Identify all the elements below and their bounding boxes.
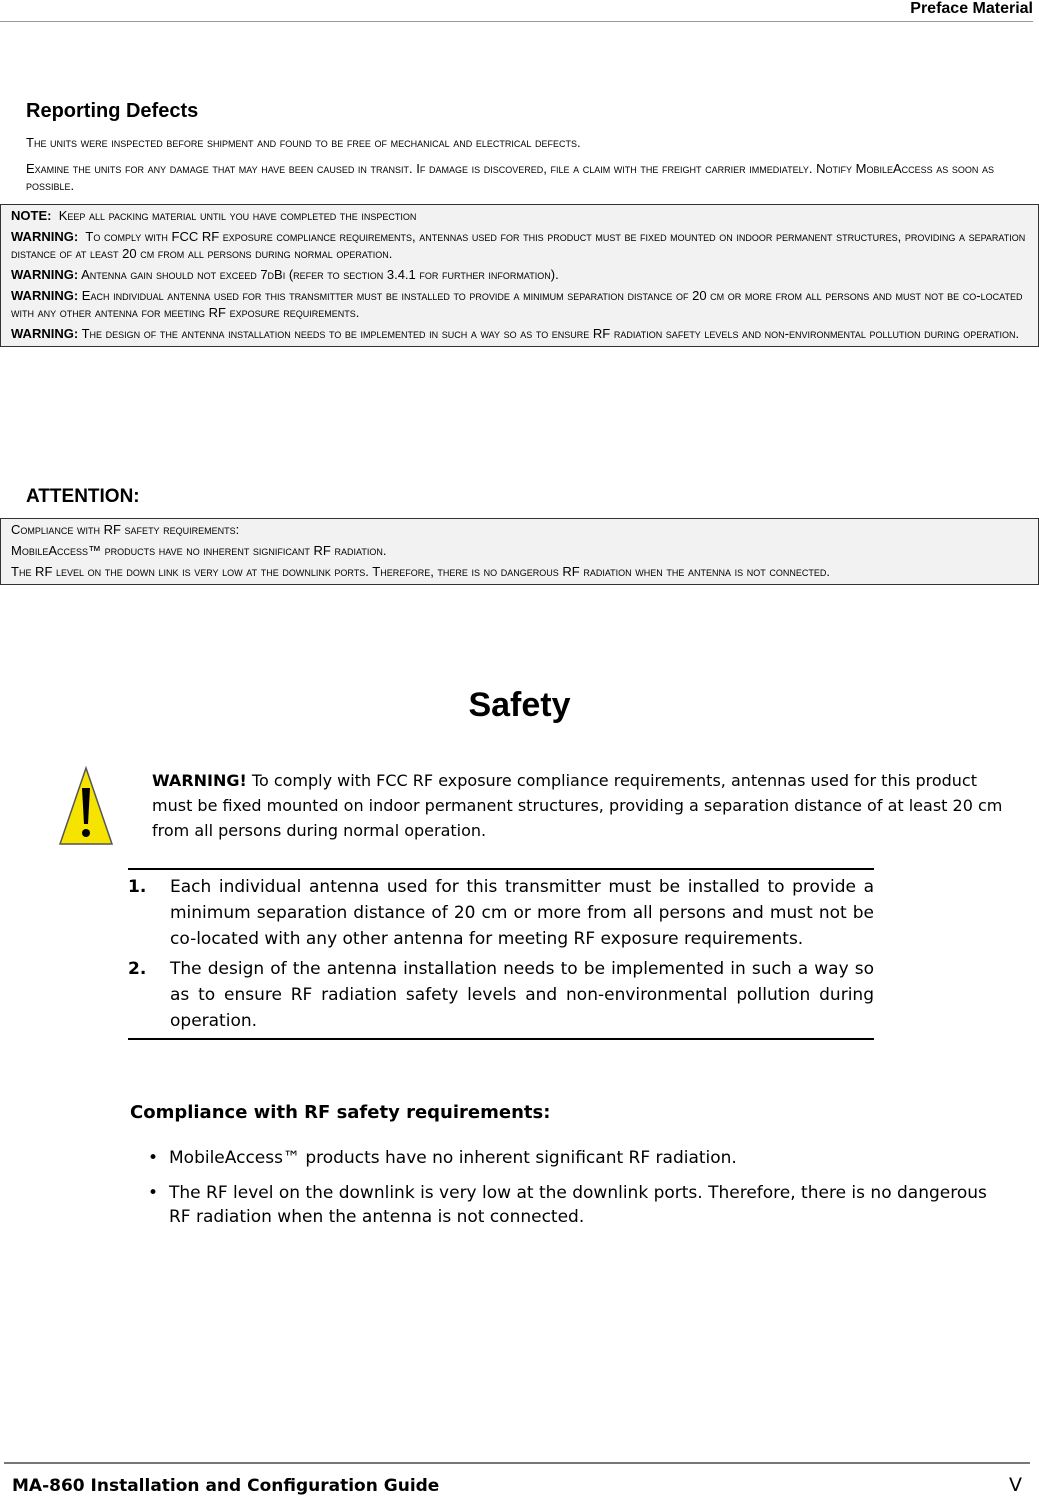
step-number: 1. [128,877,147,897]
page-header [0,0,1033,22]
reporting-line-1: The units were inspected before shipment and found to be free of mechanical and electrical defects. [26,135,581,150]
attention-title: ATTENTION: [26,486,140,507]
bullet-text: The RF level on the downlink is very low at the downlink ports. Therefore, there is no dangerous RF radiation when the antenna is not connected. [169,1183,987,1227]
step-number: 2. [128,959,147,979]
compliance-bullets [148,1146,1008,1240]
notice-box [0,204,1039,347]
bullet-icon: • [148,1148,159,1168]
bullet-text: MobileAccess™ products have no inherent significant RF radiation. [169,1148,737,1168]
warning-label-1: WARNING: [11,229,79,244]
step-text: The design of the antenna installation needs to be implemented in such a way so as to ensure RF radiation safety levels and non-environmental pollution during operation. [170,959,874,1031]
warning-label-2: WARNING: [11,267,79,282]
attention-line-3: The RF level on the down link is very low at the downlink ports. Therefore, there is no dangerous RF radiation when the antenna is not connected. [11,564,830,579]
list-item [128,956,874,1034]
safety-title: Safety [468,686,571,724]
note-row [11,207,1028,224]
warning-row-1 [11,228,1028,262]
warning-text-4: The design of the antenna installation needs to be implemented in such a way so as to ensure RF radiation safety levels and non-environmental pollution during operation. [81,326,1020,341]
list-item [148,1181,1008,1229]
footer-guide-title: MA-860 Installation and Configuration Guide [12,1476,440,1496]
safety-warning [152,768,1022,843]
list-item [128,874,874,952]
attention-box [0,518,1039,585]
warning-label-3: WARNING: [11,288,79,303]
note-text: Keep all packing material until you have completed the inspection [58,208,417,223]
warning-triangle-icon [58,766,114,846]
list-item [148,1146,1008,1170]
reporting-defects-title: Reporting Defects [26,100,199,122]
safety-steps [128,868,874,1040]
attention-line-1: Compliance with RF safety requirements: [11,522,240,537]
safety-warning-text: To comply with FCC RF exposure compliance requirements, antennas used for this product must be fixed mounted on indoor permanent structures, providing a separation distance of at least 20 cm from all persons during normal operation. [152,771,1003,840]
warning-text-2: Antenna gain should not exceed 7dBi (refer to section 3.4.1 for further information). [81,267,559,282]
compliance-heading: Compliance with RF safety requirements: [130,1102,551,1123]
warning-row-2 [11,266,1028,283]
attention-line-2: MobileAccess™ products have no inherent significant RF radiation. [11,543,387,558]
warning-text-3: Each individual antenna used for this transmitter must be installed to provide a minimum separation distance of 20 cm or more from all persons and must not be co-located with any other antenna for meeting RF exposure requirements. [11,288,1023,320]
warning-text-1: To comply with FCC RF exposure compliance requirements, antennas used for this product must be fixed mounted on indoor permanent structures, providing a separation distance of at least 20 cm from all persons during normal operation. [11,229,1026,261]
step-text: Each individual antenna used for this transmitter must be installed to provide a minimum separation distance of 20 cm or more from all persons and must not be co-located with any other antenna for meeting RF exposure requirements. [170,877,874,949]
header-section-title: Preface Material [910,0,1033,17]
warning-row-4 [11,325,1028,342]
bullet-icon: • [148,1183,159,1203]
note-label: NOTE: [11,208,52,223]
reporting-line-2: Examine the units for any damage that may have been caused in transit. If damage is discovered, file a claim with the freight carrier immediately. Notify MobileAccess as soon as possible. [26,161,995,193]
warning-label-4: WARNING: [11,326,79,341]
warning-row-3 [11,287,1028,321]
footer-page-number: V [1009,1474,1022,1496]
page-footer [4,1462,1030,1496]
safety-warning-label: WARNING! [152,771,247,790]
